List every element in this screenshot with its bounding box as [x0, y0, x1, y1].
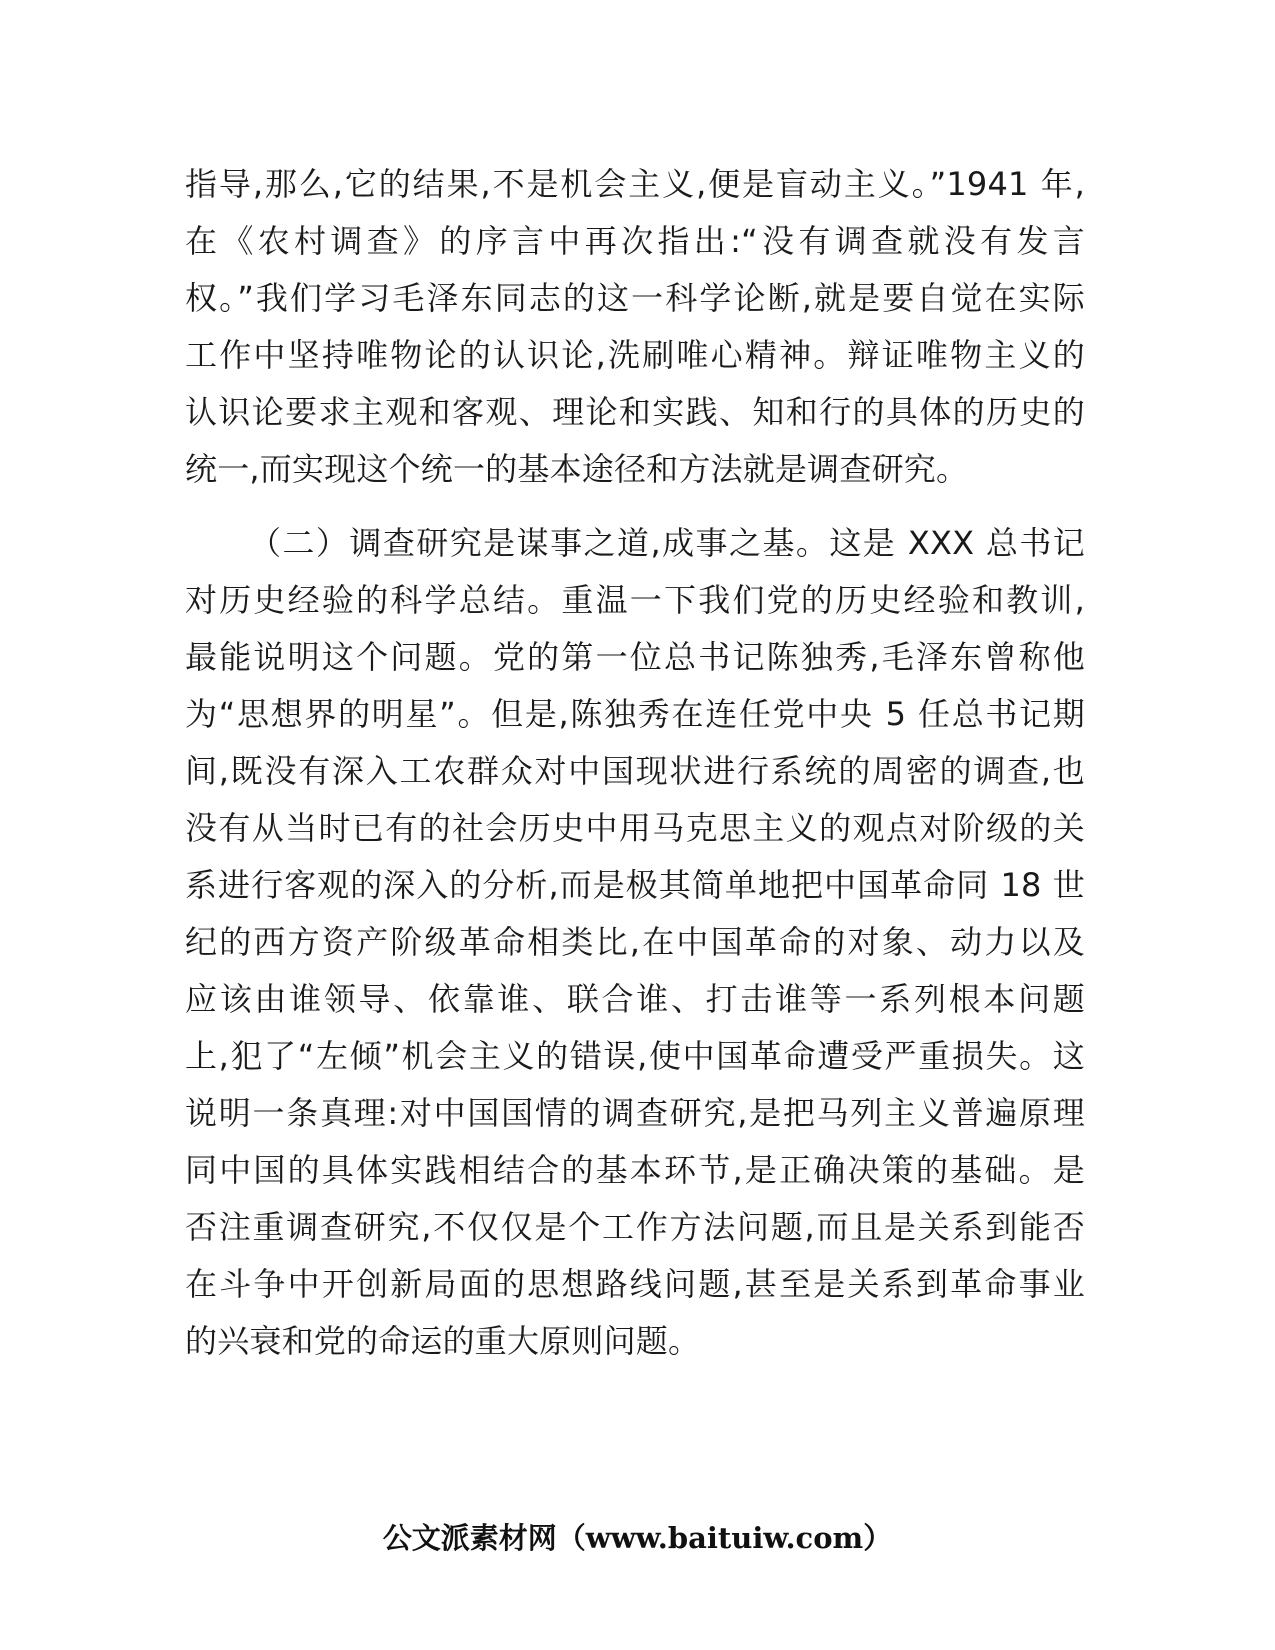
- paragraph-line: 上,犯了“左倾”机会主义的错误,使中国革命遭受严重损失。这: [185, 1037, 1085, 1075]
- paragraph-line: 否注重调查研究,不仅仅是个工作方法问题,而且是关系到能否: [185, 1208, 1085, 1246]
- paragraph-line: 同中国的具体实践相结合的基本环节,是正确决策的基础。是: [185, 1151, 1085, 1189]
- paragraph-line: 最能说明这个问题。党的第一位总书记陈独秀,毛泽东曾称他: [185, 638, 1085, 676]
- paragraph-line: 对历史经验的科学总结。重温一下我们党的历史经验和教训,: [185, 581, 1085, 619]
- paragraph-line: 在斗争中开创新局面的思想路线问题,甚至是关系到革命事业: [185, 1265, 1085, 1303]
- paragraph-line: 工作中坚持唯物论的认识论,洗刷唯心精神。辩证唯物主义的: [185, 336, 1085, 374]
- paragraph-line: 的兴衰和党的命运的重大原则问题。: [185, 1322, 701, 1360]
- paragraph-line: 应该由谁领导、依靠谁、联合谁、打击谁等一系列根本问题: [185, 980, 1085, 1018]
- paragraph-line: 权。”我们学习毛泽东同志的这一科学论断,就是要自觉在实际: [185, 279, 1085, 317]
- paragraph-line: 没有从当时已有的社会历史中用马克思主义的观点对阶级的关: [185, 809, 1085, 847]
- paragraph-line: 统一,而实现这个统一的基本途径和方法就是调查研究。: [185, 450, 969, 488]
- paragraph-line: 纪的西方资产阶级革命相类比,在中国革命的对象、动力以及: [185, 923, 1085, 961]
- paragraph-line: 说明一条真理:对中国国情的调查研究,是把马列主义普遍原理: [185, 1094, 1085, 1132]
- paragraph-line: 在《农村调查》的序言中再次指出:“没有调查就没有发言: [185, 222, 1085, 260]
- paragraph-line: 认识论要求主观和客观、理论和实践、知和行的具体的历史的: [185, 393, 1085, 431]
- paragraph-line: （二）调查研究是谋事之道,成事之基。这是 XXX 总书记: [249, 524, 1085, 562]
- paragraph-line: 系进行客观的深入的分析,而是极其简单地把中国革命同 18 世: [185, 866, 1085, 904]
- paragraph-1: [185, 156, 1085, 498]
- paragraph-line: 为“思想界的明星”。但是,陈独秀在连任党中央 5 任总书记期: [185, 695, 1085, 733]
- paragraph-2: [185, 515, 1085, 1370]
- paragraph-line: 间,既没有深入工农群众对中国现状进行系统的周密的调查,也: [185, 752, 1085, 790]
- paragraph-line: 指导,那么,它的结果,不是机会主义,便是盲动主义。”1941 年,: [185, 165, 1085, 203]
- footer-source-text: 公文派素材网（www.baituiw.com）: [382, 1521, 893, 1555]
